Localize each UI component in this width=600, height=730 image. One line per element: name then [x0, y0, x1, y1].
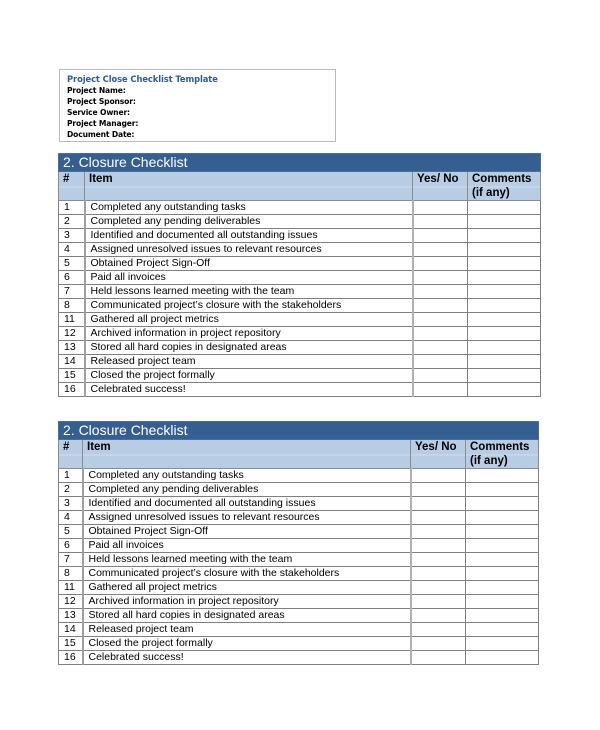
comments-cell[interactable] — [468, 215, 541, 229]
comments-cell[interactable] — [468, 355, 541, 369]
item-label: Communicated project’s closure with the stakeholders — [83, 567, 411, 581]
document-date-field[interactable]: Document Date: — [67, 130, 135, 139]
item-label: Closed the project formally — [85, 369, 413, 383]
yes-no-cell[interactable] — [413, 201, 468, 215]
table-row — [59, 229, 541, 243]
item-label: Completed any outstanding tasks — [85, 201, 413, 215]
column-header-yes-no: Yes/ No — [411, 440, 466, 469]
row-number: 7 — [59, 285, 85, 299]
comments-cell[interactable] — [466, 511, 539, 525]
column-header-item: Item — [83, 440, 411, 469]
table-row — [59, 609, 539, 623]
comments-cell[interactable] — [466, 595, 539, 609]
comments-cell[interactable] — [466, 581, 539, 595]
table-title: 2. Closure Checklist — [59, 154, 541, 172]
row-number: 3 — [59, 497, 83, 511]
closure-checklist-table-1 — [58, 153, 541, 397]
yes-no-cell[interactable] — [411, 651, 466, 665]
table-row — [59, 497, 539, 511]
template-title: Project Close Checklist Template — [67, 74, 218, 84]
yes-no-cell[interactable] — [413, 215, 468, 229]
comments-cell[interactable] — [468, 257, 541, 271]
item-label: Gathered all project metrics — [85, 313, 413, 327]
yes-no-cell[interactable] — [411, 567, 466, 581]
project-info-box — [59, 69, 336, 142]
comments-cell[interactable] — [466, 483, 539, 497]
row-number: 1 — [59, 201, 85, 215]
comments-cell[interactable] — [468, 369, 541, 383]
project-name-field[interactable]: Project Name: — [67, 86, 126, 95]
row-number: 6 — [59, 539, 83, 553]
row-number: 2 — [59, 215, 85, 229]
table-row — [59, 623, 539, 637]
table-row — [59, 581, 539, 595]
item-label: Communicated project’s closure with the stakeholders — [85, 299, 413, 313]
item-label: Paid all invoices — [85, 271, 413, 285]
yes-no-cell[interactable] — [411, 553, 466, 567]
row-number: 14 — [59, 623, 83, 637]
row-number: 15 — [59, 637, 83, 651]
table-row — [59, 299, 541, 313]
project-sponsor-field[interactable]: Project Sponsor: — [67, 97, 136, 106]
row-number: 3 — [59, 229, 85, 243]
yes-no-cell[interactable] — [413, 299, 468, 313]
row-number: 13 — [59, 341, 85, 355]
item-label: Released project team — [83, 623, 411, 637]
yes-no-cell[interactable] — [411, 469, 466, 483]
item-label: Held lessons learned meeting with the team — [85, 285, 413, 299]
table-row — [59, 483, 539, 497]
row-number: 7 — [59, 553, 83, 567]
yes-no-cell[interactable] — [411, 483, 466, 497]
yes-no-cell[interactable] — [411, 581, 466, 595]
comments-cell[interactable] — [468, 201, 541, 215]
table-row — [59, 567, 539, 581]
item-label: Stored all hard copies in designated areas — [83, 609, 411, 623]
table-row — [59, 313, 541, 327]
row-number: 12 — [59, 327, 85, 341]
comments-cell[interactable] — [466, 651, 539, 665]
yes-no-cell[interactable] — [413, 271, 468, 285]
table-row — [59, 243, 541, 257]
comments-cell[interactable] — [466, 567, 539, 581]
item-label: Completed any pending deliverables — [83, 483, 411, 497]
yes-no-cell[interactable] — [413, 327, 468, 341]
yes-no-cell[interactable] — [411, 511, 466, 525]
yes-no-cell[interactable] — [411, 595, 466, 609]
table-row — [59, 215, 541, 229]
comments-cell[interactable] — [466, 609, 539, 623]
table-row — [59, 469, 539, 483]
table-row — [59, 511, 539, 525]
comments-cell[interactable] — [466, 469, 539, 483]
row-number: 12 — [59, 595, 83, 609]
row-number: 8 — [59, 567, 83, 581]
comments-cell[interactable] — [468, 299, 541, 313]
item-label: Paid all invoices — [83, 539, 411, 553]
table-row — [59, 637, 539, 651]
column-header-comments: Comments (if any) — [468, 172, 541, 201]
item-label: Stored all hard copies in designated areas — [85, 341, 413, 355]
table-row — [59, 595, 539, 609]
row-number: 8 — [59, 299, 85, 313]
row-number: 2 — [59, 483, 83, 497]
comments-cell[interactable] — [468, 341, 541, 355]
yes-no-cell[interactable] — [411, 497, 466, 511]
item-label: Celebrated success! — [85, 383, 413, 397]
comments-cell[interactable] — [468, 313, 541, 327]
yes-no-cell[interactable] — [411, 623, 466, 637]
table-row — [59, 553, 539, 567]
item-label: Gathered all project metrics — [83, 581, 411, 595]
table-row — [59, 271, 541, 285]
yes-no-cell[interactable] — [413, 355, 468, 369]
table-row — [59, 525, 539, 539]
item-label: Obtained Project Sign-Off — [83, 525, 411, 539]
row-number: 1 — [59, 469, 83, 483]
yes-no-cell[interactable] — [413, 243, 468, 257]
table-row — [59, 369, 541, 383]
table-row — [59, 327, 541, 341]
yes-no-cell[interactable] — [411, 525, 466, 539]
item-label: Identified and documented all outstanding issues — [85, 229, 413, 243]
table-row — [59, 355, 541, 369]
project-manager-field[interactable]: Project Manager: — [67, 119, 139, 128]
row-number: 4 — [59, 511, 83, 525]
column-header-num: # — [59, 172, 85, 201]
item-label: Celebrated success! — [83, 651, 411, 665]
yes-no-cell[interactable] — [413, 383, 468, 397]
item-label: Assigned unresolved issues to relevant resources — [85, 243, 413, 257]
column-header-item: Item — [85, 172, 413, 201]
row-number: 16 — [59, 383, 85, 397]
comments-cell[interactable] — [468, 243, 541, 257]
item-label: Released project team — [85, 355, 413, 369]
row-number: 11 — [59, 581, 83, 595]
comments-cell[interactable] — [468, 383, 541, 397]
comments-cell[interactable] — [468, 327, 541, 341]
comments-cell[interactable] — [466, 553, 539, 567]
item-label: Held lessons learned meeting with the team — [83, 553, 411, 567]
column-header-num: # — [59, 440, 83, 469]
row-number: 5 — [59, 525, 83, 539]
yes-no-cell[interactable] — [413, 229, 468, 243]
yes-no-cell[interactable] — [413, 341, 468, 355]
row-number: 11 — [59, 313, 85, 327]
table-row — [59, 383, 541, 397]
yes-no-cell[interactable] — [411, 539, 466, 553]
comments-cell[interactable] — [466, 539, 539, 553]
item-label: Obtained Project Sign-Off — [85, 257, 413, 271]
service-owner-field[interactable]: Service Owner: — [67, 108, 130, 117]
table-row — [59, 651, 539, 665]
comments-cell[interactable] — [468, 285, 541, 299]
table-row — [59, 341, 541, 355]
yes-no-cell[interactable] — [411, 637, 466, 651]
table-row — [59, 201, 541, 215]
yes-no-cell[interactable] — [413, 285, 468, 299]
comments-cell[interactable] — [468, 229, 541, 243]
item-label: Identified and documented all outstanding issues — [83, 497, 411, 511]
item-label: Completed any pending deliverables — [85, 215, 413, 229]
item-label: Archived information in project repository — [83, 595, 411, 609]
row-number: 13 — [59, 609, 83, 623]
yes-no-cell[interactable] — [413, 369, 468, 383]
table-row — [59, 257, 541, 271]
closure-checklist-table-2 — [58, 421, 539, 665]
table-row — [59, 539, 539, 553]
item-label: Completed any outstanding tasks — [83, 469, 411, 483]
yes-no-cell[interactable] — [413, 257, 468, 271]
row-number: 14 — [59, 355, 85, 369]
row-number: 15 — [59, 369, 85, 383]
item-label: Archived information in project repository — [85, 327, 413, 341]
column-header-comments: Comments (if any) — [466, 440, 539, 469]
comments-cell[interactable] — [466, 525, 539, 539]
table-row — [59, 285, 541, 299]
yes-no-cell[interactable] — [413, 313, 468, 327]
comments-cell[interactable] — [466, 637, 539, 651]
item-label: Closed the project formally — [83, 637, 411, 651]
row-number: 4 — [59, 243, 85, 257]
comments-cell[interactable] — [466, 497, 539, 511]
row-number: 6 — [59, 271, 85, 285]
row-number: 5 — [59, 257, 85, 271]
yes-no-cell[interactable] — [411, 609, 466, 623]
table-title: 2. Closure Checklist — [59, 422, 539, 440]
column-header-yes-no: Yes/ No — [413, 172, 468, 201]
comments-cell[interactable] — [466, 623, 539, 637]
comments-cell[interactable] — [468, 271, 541, 285]
item-label: Assigned unresolved issues to relevant resources — [83, 511, 411, 525]
row-number: 16 — [59, 651, 83, 665]
